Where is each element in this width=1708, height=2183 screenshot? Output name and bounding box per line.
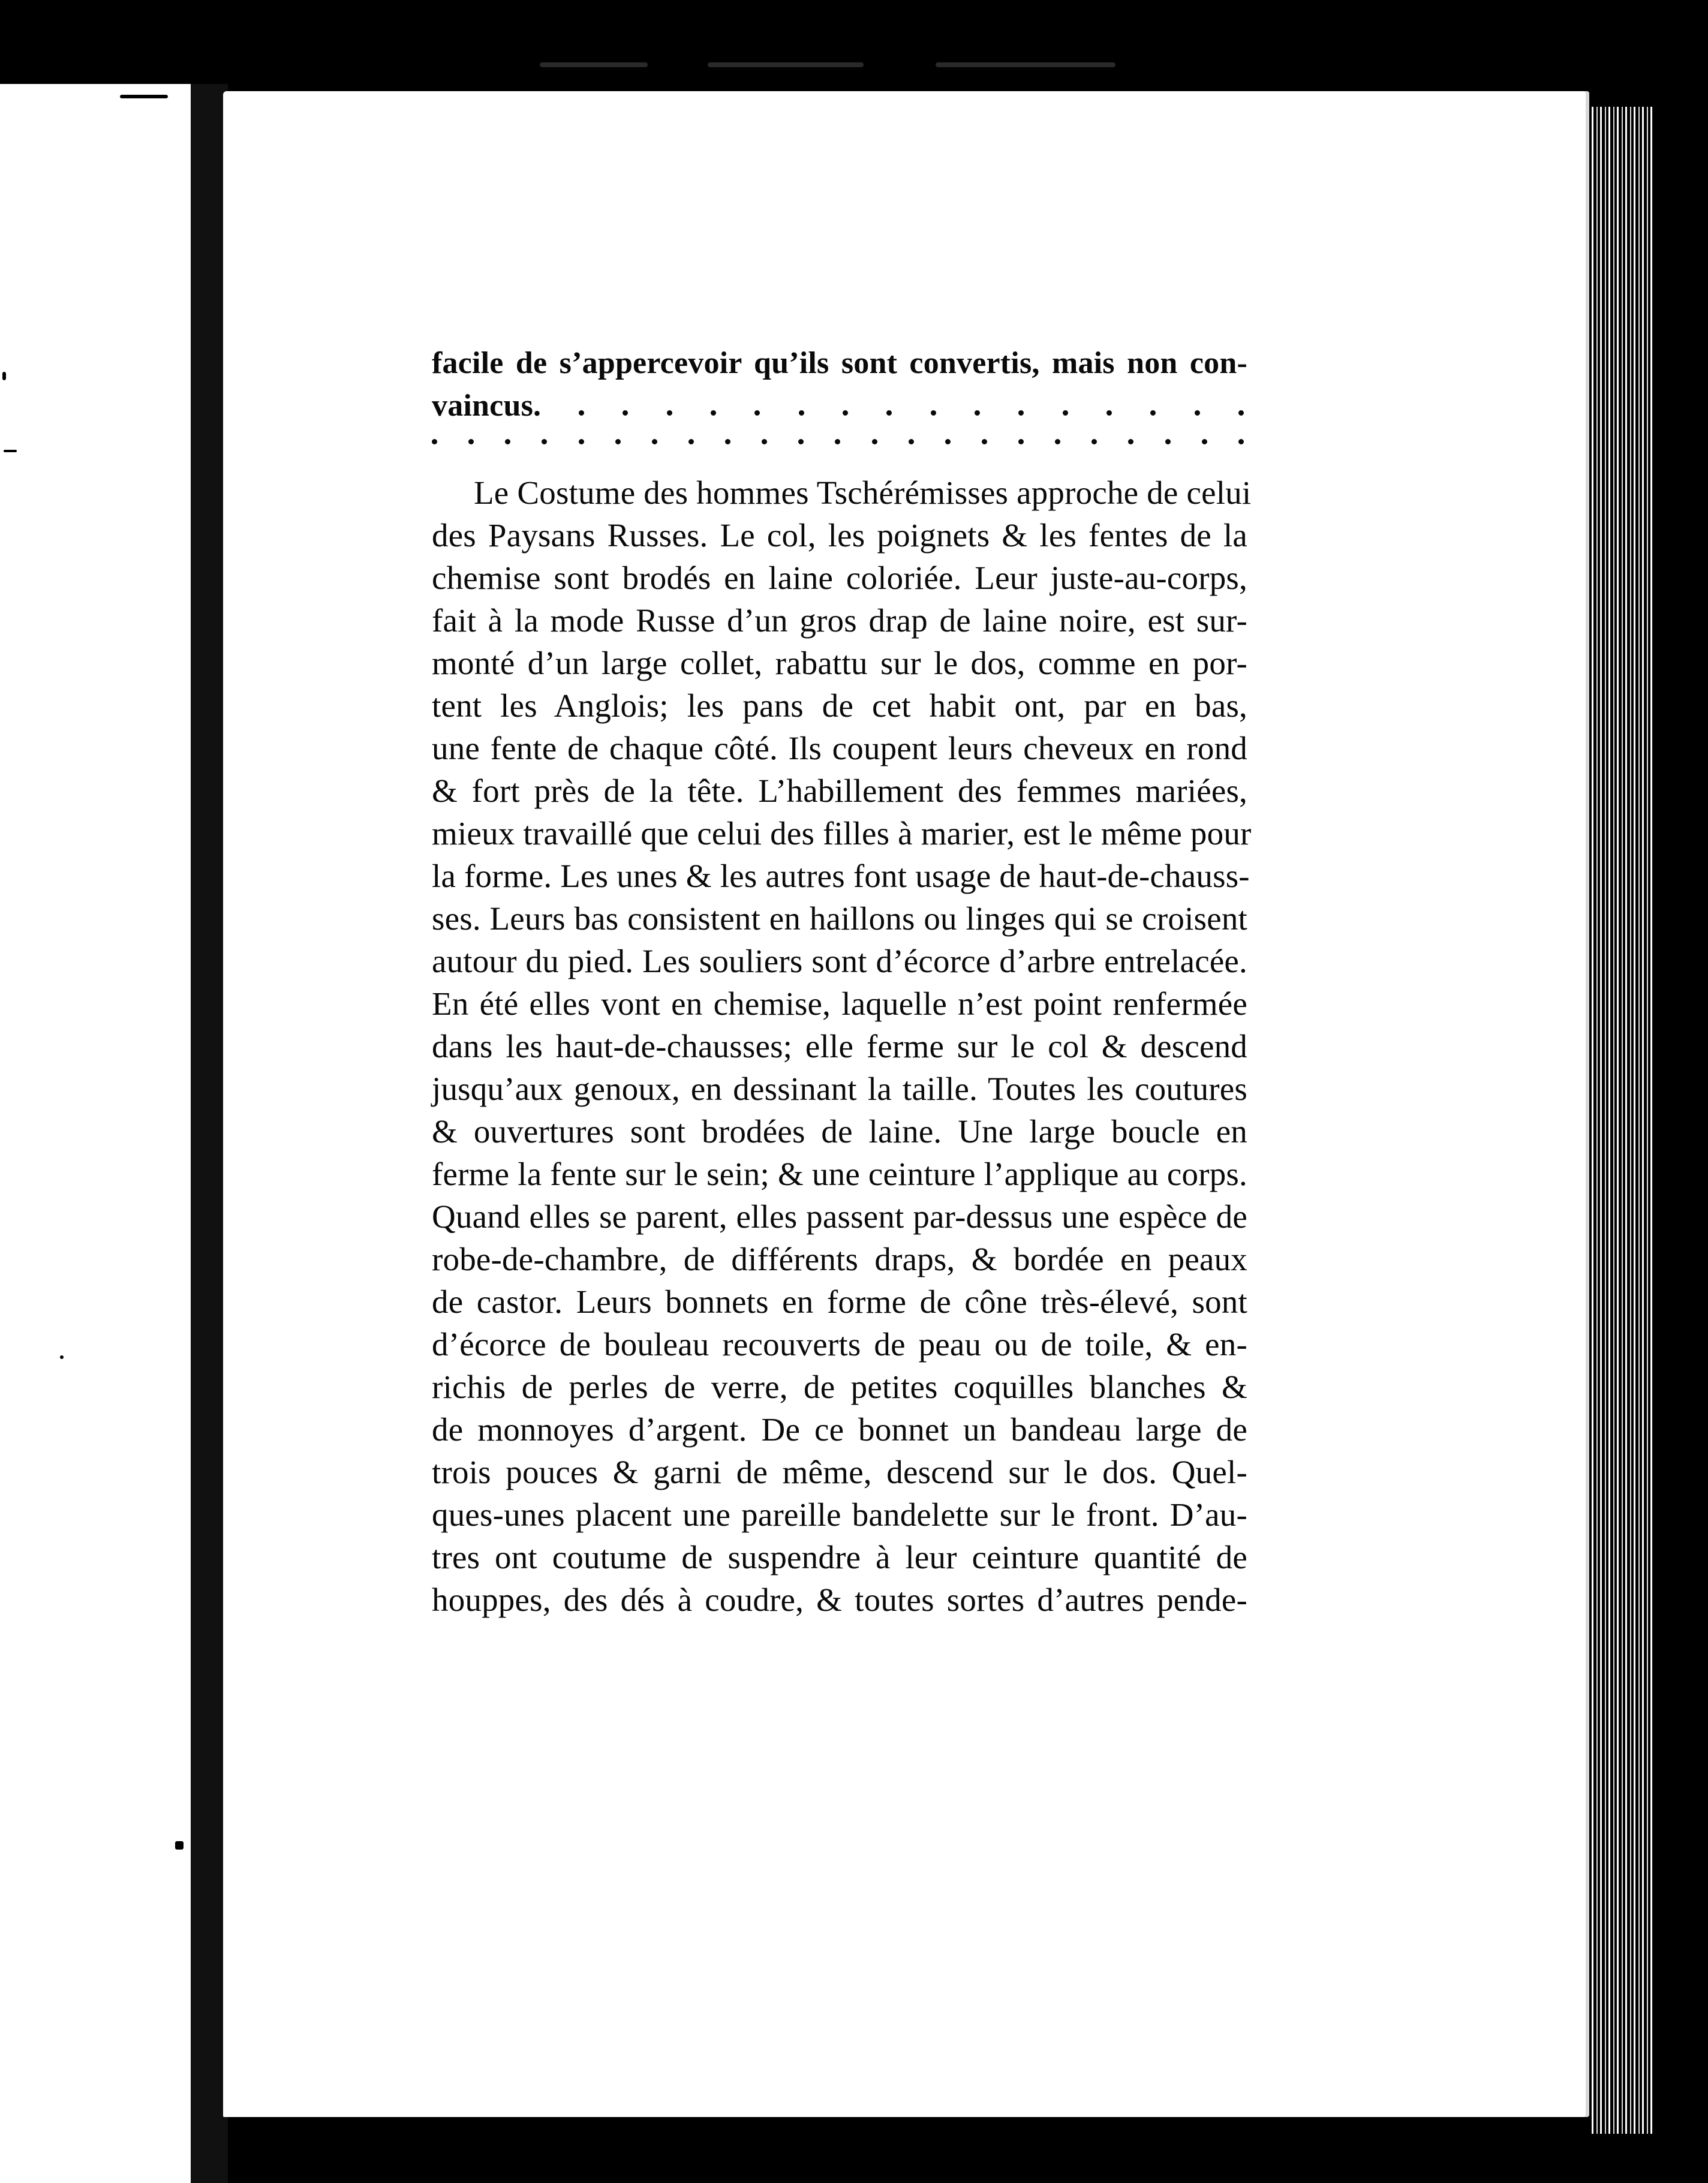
text-line: & fort près de la tête. L’habillement des femmes mariées,: [432, 772, 1247, 809]
book-gutter: [191, 84, 228, 2183]
text-line: chemise sont brodés en laine coloriée. Leur juste-au-corps,: [432, 560, 1247, 596]
text-line: Quand elles se parent, elles passent par-dessus une espèce de: [432, 1198, 1247, 1235]
page-mark: [120, 95, 168, 98]
text-line: monté d’un large collet, rabattu sur le dos, comme en por-: [432, 645, 1247, 681]
text-line: tent les Anglois; les pans de cet habit ont, par en bas,: [432, 687, 1247, 724]
text-line: ses. Leurs bas consistent en haillons ou linges qui se croisent: [432, 900, 1247, 937]
text-line: autour du pied. Les souliers sont d’écorce d’arbre entrelacée.: [432, 943, 1247, 979]
text-line: des Paysans Russes. Le col, les poignets & les fentes de la: [432, 517, 1247, 554]
text-line: Le Costume des hommes Tschérémisses approche de celui: [474, 474, 1252, 511]
text-line: En été elles vont en chemise, laquelle n’est point renfermée: [432, 985, 1247, 1022]
text-line: d’écorce de bouleau recouverts de peau ou de toile, & en-: [432, 1326, 1247, 1363]
page-body-text: [432, 342, 1252, 1621]
top-shadow: [228, 0, 1708, 90]
text-line: facile de s’appercevoir qu’ils sont convertis, mais non con-: [432, 346, 1247, 380]
text-line: la forme. Les unes & les autres font usage de haut-de-chauss-: [432, 858, 1250, 894]
text-line: dans les haut-de-chausses; elle ferme sur le col & descend: [432, 1028, 1247, 1065]
text-line: mieux travaillé que celui des filles à marier, est le même pour: [432, 815, 1252, 852]
text-line: houppes, des dés à coudre, & toutes sortes d’autres pende-: [432, 1581, 1247, 1618]
right-margin-shadow: [1655, 102, 1708, 2183]
text-line: vaincus.: [432, 389, 542, 423]
bleed-through-mark: [540, 62, 648, 67]
text-line: de monnoyes d’argent. De ce bonnet un bandeau large de: [432, 1411, 1247, 1448]
text-line: tres ont coutume de suspendre à leur ceinture quantité de: [432, 1539, 1247, 1575]
text-line: fait à la mode Russe d’un gros drap de laine noire, est sur-: [432, 602, 1247, 639]
text-line: une fente de chaque côté. Ils coupent leurs cheveux en rond: [432, 730, 1247, 766]
facing-page-left: [0, 84, 191, 2183]
text-line: ferme la fente sur le sein; & une ceinture l’applique au corps.: [432, 1156, 1247, 1192]
page-mark: [175, 1841, 184, 1850]
ellipsis-dots-row: [432, 427, 1247, 456]
text-line: trois pouces & garni de même, descend sur le dos. Quel-: [432, 1454, 1247, 1490]
text-line: & ouvertures sont brodées de laine. Une large boucle en: [432, 1113, 1247, 1150]
text-line: de castor. Leurs bonnets en forme de cône très-élevé, sont: [432, 1283, 1247, 1320]
page-mark: [4, 450, 17, 452]
text-line: jusqu’aux genoux, en dessinant la taille. Toutes les coutures: [432, 1071, 1247, 1107]
page-mark: [2, 372, 6, 380]
text-line: ques-unes placent une pareille bandelette sur le front. D’au-: [432, 1496, 1247, 1533]
page-mark: [60, 1355, 64, 1359]
ellipsis-dots-row: [579, 398, 1247, 427]
text-line: robe-de-chambre, de différents draps, & bordée en peaux: [432, 1241, 1247, 1277]
bleed-through-mark: [708, 62, 864, 67]
page-edges: [1589, 107, 1655, 2134]
text-line: richis de perles de verre, de petites coquilles blanches &: [432, 1369, 1247, 1405]
bleed-through-mark: [936, 62, 1115, 67]
